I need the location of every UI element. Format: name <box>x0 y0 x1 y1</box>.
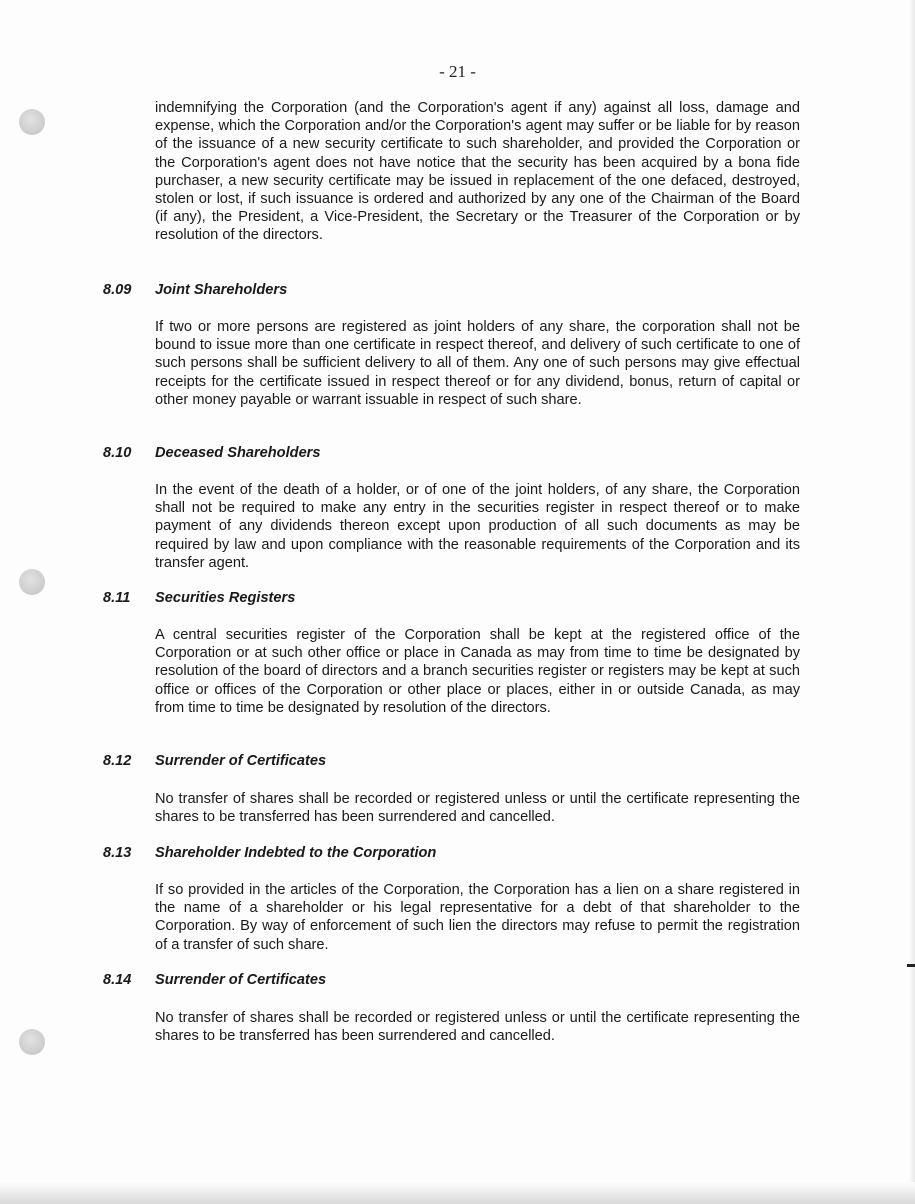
section-number: 8.11 <box>103 590 131 606</box>
section-number: 8.13 <box>103 845 132 861</box>
section-text-8-11: A central securities register of the Corporation shall be kept at the registered office of the Corporation or at such other office or place in Canada as may from time to time be designated by resolution of the board of directors and a branch securities register or registers may be kept at such office or offices of the Corporation or other place or places, either in or outside Canada, as may from time to time be designated by resolution of the directors. <box>155 627 800 716</box>
section-heading-8-14 <box>103 971 326 989</box>
section-title: Surrender of Certificates <box>155 753 327 769</box>
section-heading-8-09 <box>103 281 287 299</box>
section-text-8-12: No transfer of shares shall be recorded or registered unless or until the certificate representing the shares to be transferred has been surrendered and cancelled. <box>155 791 800 826</box>
section-text-8-10: In the event of the death of a holder, or of one of the joint holders, of any share, the Corporation shall not be required to make any entry in the securities register in respect thereof or to make payment of any dividends thereon except upon production of all such documents as may be required by law and upon compliance with the reasonable requirements of the Corporation and its transfer agent. <box>155 482 800 571</box>
section-heading-8-12 <box>103 752 326 770</box>
punch-hole-bottom <box>19 1029 45 1055</box>
section-heading-8-10 <box>103 444 320 462</box>
section-number: 8.14 <box>103 972 132 988</box>
section-title: Shareholder Indebted to the Corporation <box>155 845 437 861</box>
section-title: Deceased Shareholders <box>155 445 321 461</box>
intro-paragraph: indemnifying the Corporation (and the Corporation's agent if any) against all loss, damage and expense, which the Corporation and/or the Corporation's agent may suffer or be liable for by reason of the issuance of a new security certificate to such shareholder, and provided the Corporation or the Corporation's agent does not have notice that the security has been acquired by a bona fide purchaser, a new security certificate may be issued in replacement of the one defaced, destroyed, stolen or lost, if such issuance is ordered and authorized by any one of the Chairman of the Board (if any), the President, a Vice-President, the Secretary or the Treasurer of the Corporation or by resolution of the directors. <box>155 100 800 244</box>
section-heading-8-11 <box>103 589 295 607</box>
page-number: - 21 - <box>439 62 476 81</box>
punch-hole-middle <box>19 569 45 595</box>
scan-bottom-shadow <box>0 1182 915 1204</box>
section-title: Surrender of Certificates <box>155 972 327 988</box>
section-text-8-09: If two or more persons are registered as joint holders of any share, the corporation shall not be bound to issue more than one certificate in respect thereof, and delivery of such certificate to one of such persons shall be sufficient delivery to all of them. Any one of such persons may give effectual receipts for the certificate issued in respect thereof or for any dividend, bonus, return of capital or other money payable or warrant issuable in respect of such share. <box>155 319 800 408</box>
section-number: 8.10 <box>103 445 132 461</box>
section-number: 8.09 <box>103 282 132 298</box>
section-text-8-14: No transfer of shares shall be recorded or registered unless or until the certificate representing the shares to be transferred has been surrendered and cancelled. <box>155 1010 800 1045</box>
edge-mark <box>907 964 915 967</box>
section-heading-8-13 <box>103 844 436 862</box>
section-title: Joint Shareholders <box>155 282 288 298</box>
section-number: 8.12 <box>103 753 132 769</box>
page-right-edge <box>909 0 915 1204</box>
section-text-8-13: If so provided in the articles of the Corporation, the Corporation has a lien on a share registered in the name of a shareholder or his legal representative for a debt of that shareholder to the Corporation. By way of enforcement of such lien the directors may refuse to permit the registration of a transfer of such share. <box>155 882 800 953</box>
section-title: Securities Registers <box>155 590 296 606</box>
punch-hole-top <box>19 109 45 135</box>
